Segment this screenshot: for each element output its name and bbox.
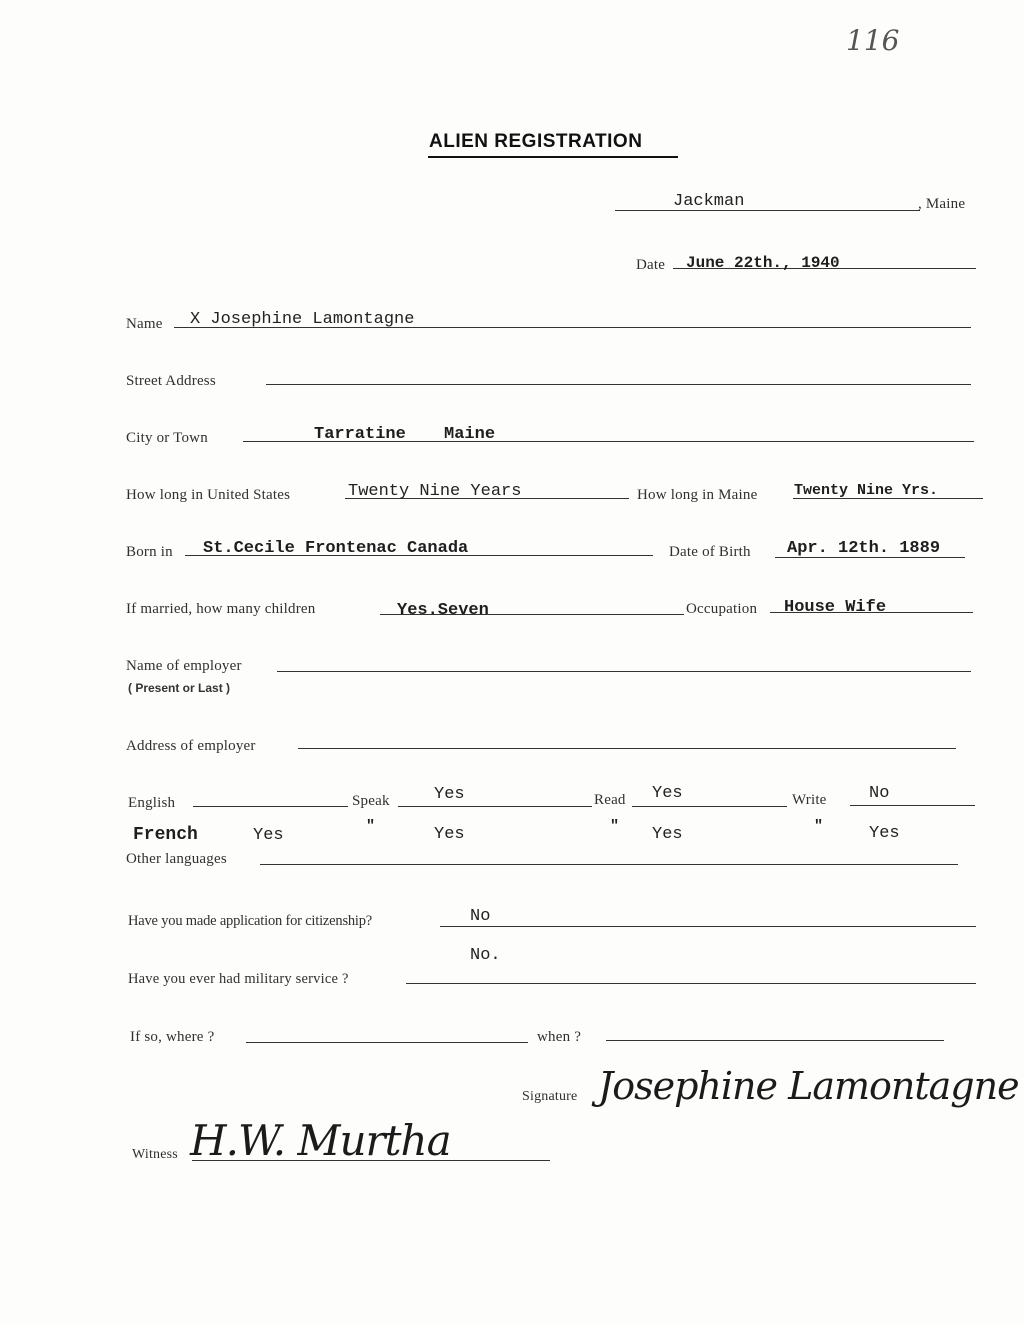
name-value: X Josephine Lamontagne [190, 310, 415, 329]
date-label: Date [636, 257, 666, 273]
when-label: when ? [537, 1029, 582, 1045]
french-known-value: Yes [253, 826, 284, 845]
write-line [850, 805, 975, 806]
military-value: No. [470, 946, 501, 965]
french-write-value: Yes [869, 824, 900, 843]
occupation-label: Occupation [686, 601, 758, 617]
how-long-us-label: How long in United States [126, 487, 291, 503]
ditto-speak: " [366, 818, 376, 835]
employer-name-label: Name of employer [126, 658, 242, 674]
name-label: Name [126, 316, 163, 332]
employer-address-label: Address of employer [126, 738, 256, 754]
location-line [615, 210, 920, 211]
location-state-label: , Maine [918, 196, 966, 212]
french-speak-value: Yes [434, 825, 465, 844]
ditto-write: " [814, 818, 824, 835]
children-value: Yes.Seven [397, 601, 489, 620]
page-number: 116 [846, 24, 900, 57]
title-underline [428, 156, 678, 158]
witness-label: Witness [132, 1147, 178, 1162]
citizenship-label: Have you made application for citizenship? [128, 913, 373, 929]
city-or-town-label: City or Town [126, 430, 208, 446]
english-write-value: No [869, 784, 890, 803]
date-of-birth-label: Date of Birth [669, 544, 751, 560]
read-line [632, 806, 787, 807]
children-label: If married, how many children [126, 601, 316, 617]
born-in-value: St.Cecile Frontenac Canada [203, 539, 469, 558]
military-label: Have you ever had military service ? [128, 971, 349, 987]
english-line [193, 806, 348, 807]
other-languages-line [260, 864, 958, 865]
citizenship-line [440, 926, 976, 927]
citizenship-value: No [470, 907, 491, 926]
other-languages-label: Other languages [126, 851, 227, 867]
born-in-label: Born in [126, 544, 173, 560]
english-speak-value: Yes [434, 785, 465, 804]
where-line [246, 1042, 528, 1043]
date-value: June 22th., 1940 [686, 254, 840, 272]
street-address-line [266, 384, 971, 385]
city-or-town-value: Tarratine Maine [314, 425, 496, 444]
how-long-us-value: Twenty Nine Years [348, 482, 522, 501]
employer-name-line [277, 671, 971, 672]
french-label: French [133, 825, 198, 845]
where-label: If so, where ? [130, 1029, 215, 1045]
date-of-birth-value: Apr. 12th. 1889 [787, 539, 941, 558]
french-read-value: Yes [652, 825, 683, 844]
speak-label: Speak [352, 793, 390, 809]
signature-label: Signature [522, 1089, 578, 1104]
write-label: Write [792, 792, 827, 808]
location-city: Jackman [673, 192, 745, 211]
english-label: English [128, 795, 176, 811]
employer-address-line [298, 748, 956, 749]
military-line [406, 983, 976, 984]
form-title: ALIEN REGISTRATION [429, 131, 643, 152]
occupation-value: House Wife [784, 598, 887, 617]
speak-line [398, 806, 592, 807]
read-label: Read [594, 792, 626, 808]
employer-name-sublabel: ( Present or Last ) [128, 681, 231, 695]
ditto-read: " [610, 818, 620, 835]
witness-value: H.W. Murtha [190, 1116, 451, 1165]
how-long-maine-label: How long in Maine [637, 487, 758, 503]
how-long-maine-value: Twenty Nine Yrs. [794, 482, 939, 499]
signature-value: Josephine Lamontagne [598, 1064, 1019, 1108]
english-read-value: Yes [652, 784, 683, 803]
when-line [606, 1040, 944, 1041]
street-address-label: Street Address [126, 373, 216, 389]
